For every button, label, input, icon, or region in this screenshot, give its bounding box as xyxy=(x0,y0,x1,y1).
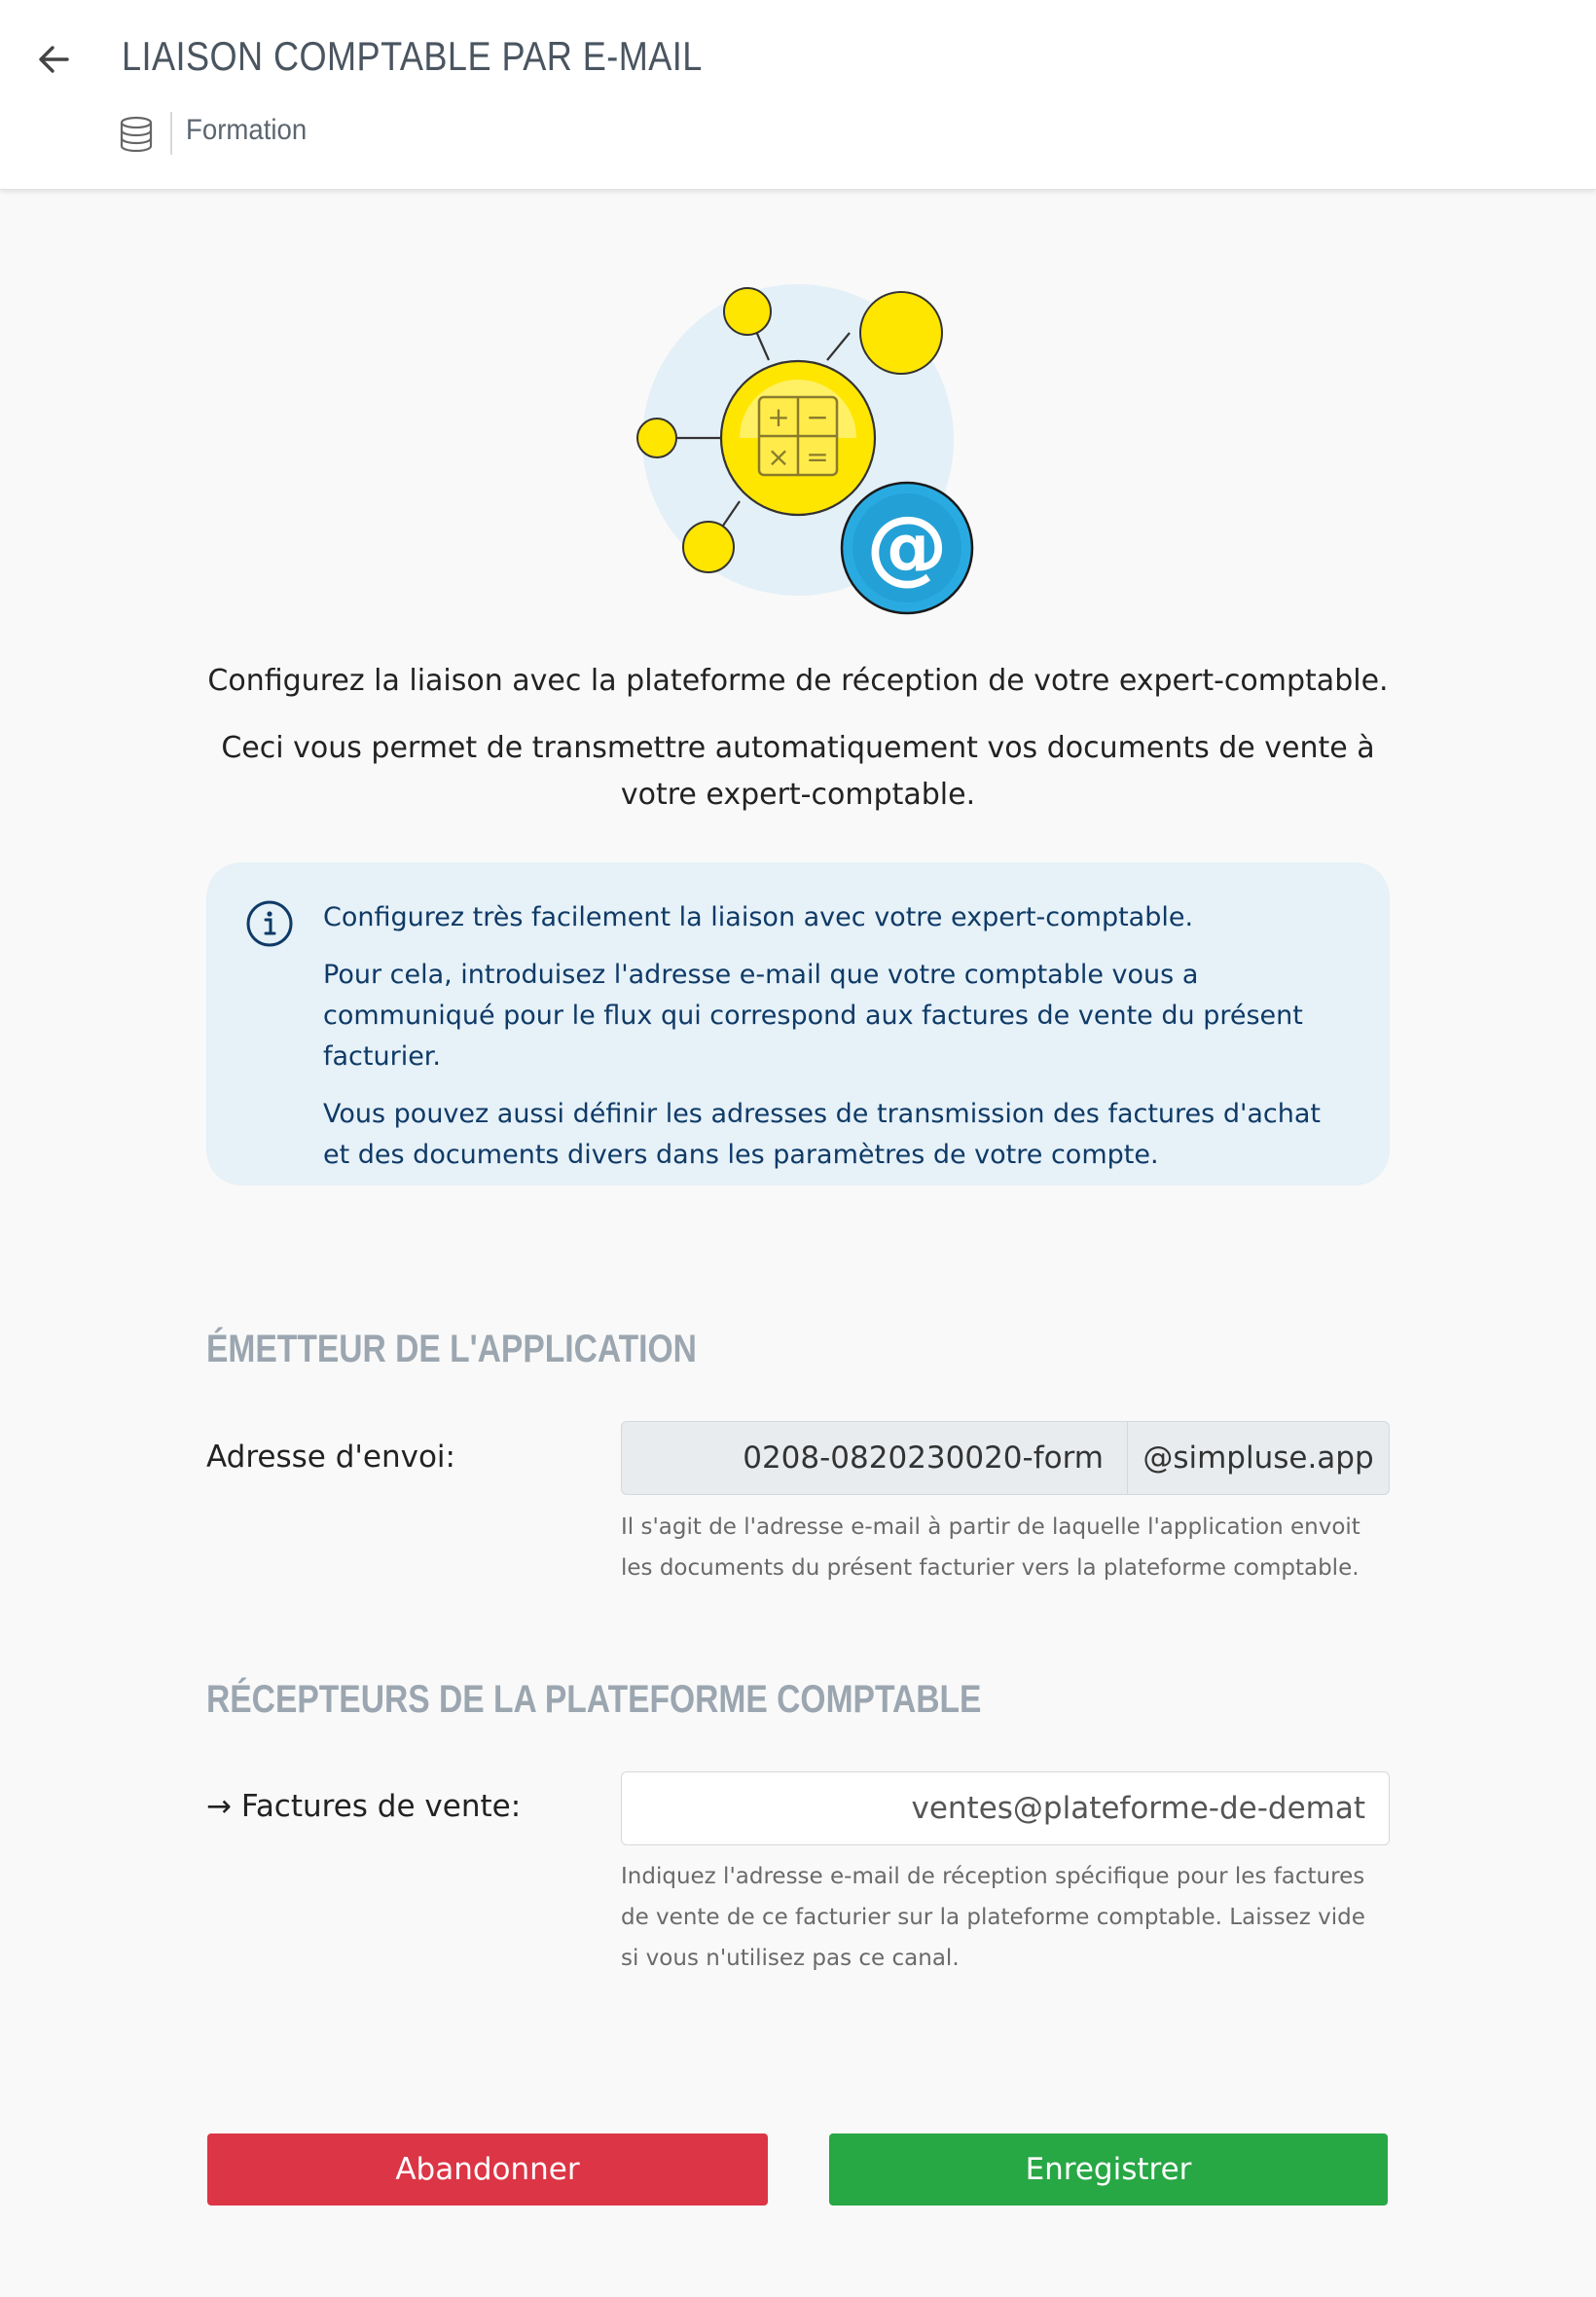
receiver-help-text: Indiquez l'adresse e-mail de réception spécifique pour les factures de vente de ce facturier sur la plateforme comptable. Laissez vide si vous n'utilisez pas ce canal. xyxy=(621,1864,1365,1971)
intro-line: votre expert-comptable. xyxy=(620,778,976,812)
node-bubble xyxy=(860,292,942,374)
info-paragraph: Vous pouvez aussi définir les adresses de transmission des factures d'achat et des documents divers dans les paramètres de votre compte. xyxy=(323,1099,1322,1170)
node-bubble xyxy=(637,419,676,457)
svg-text:+: + xyxy=(767,401,790,433)
info-text xyxy=(323,897,1355,1176)
sender-address-local: 0208-0820230020-form xyxy=(622,1422,1128,1494)
svg-text:×: × xyxy=(767,441,790,473)
node-bubble xyxy=(683,522,734,572)
info-paragraph: Configurez très facilement la liaison avec votre expert-comptable. xyxy=(323,902,1194,932)
intro-line: Configurez la liaison avec la plateforme de réception de votre expert-comptable. xyxy=(207,664,1389,698)
calculator-icon xyxy=(721,361,875,515)
info-circle-icon xyxy=(245,899,294,948)
header xyxy=(0,0,1596,190)
database-icon xyxy=(119,116,154,153)
receiver-section-title: RÉCEPTEURS DE LA PLATEFORME COMPTABLE xyxy=(206,1678,982,1721)
sales-invoices-email-input[interactable] xyxy=(621,1771,1390,1845)
sender-help-text: Il s'agit de l'adresse e-mail à partir de laquelle l'application envoit les documents du présent facturier vers la plateforme comptable. xyxy=(621,1514,1360,1581)
intro-paragraph xyxy=(195,725,1401,819)
save-button[interactable]: Enregistrer xyxy=(829,2133,1388,2206)
arrow-left-icon[interactable] xyxy=(32,37,77,82)
node-bubble xyxy=(724,288,771,335)
page-title: LIAISON COMPTABLE PAR E-MAIL xyxy=(122,33,703,79)
sender-section-title: ÉMETTEUR DE L'APPLICATION xyxy=(206,1328,697,1370)
cancel-button[interactable]: Abandonner xyxy=(207,2133,768,2206)
intro-line: Ceci vous permet de transmettre automatiquement vos documents de vente à xyxy=(221,731,1375,765)
sales-invoices-label: → Factures de vente: xyxy=(206,1789,522,1824)
svg-text:=: = xyxy=(806,441,829,473)
sender-address-field xyxy=(621,1421,1390,1495)
company-name: Formation xyxy=(186,114,308,146)
info-paragraph: Pour cela, introduisez l'adresse e-mail que votre comptable vous a communiqué pour le flux qui correspond aux factures de vente du présent facturier. xyxy=(323,960,1303,1072)
sender-address-label: Adresse d'envoi: xyxy=(206,1440,455,1475)
svg-text:@: @ xyxy=(866,498,948,594)
svg-text:−: − xyxy=(806,401,829,433)
accounting-link-illustration xyxy=(633,282,983,623)
at-email-icon xyxy=(842,483,972,613)
divider xyxy=(170,112,172,155)
sender-address-domain: @simpluse.app xyxy=(1143,1440,1374,1476)
info-box xyxy=(206,862,1390,1185)
